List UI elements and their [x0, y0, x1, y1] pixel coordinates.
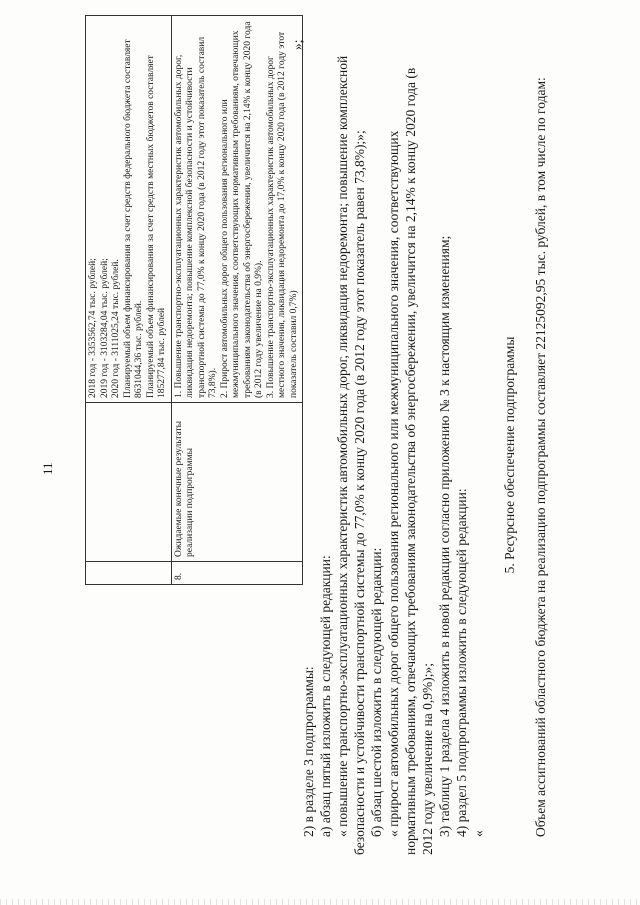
- closing-quote: »;: [290, 39, 305, 50]
- cell-line: 2. Прирост автомобильных дорог общего пользования регионального или межмуниципального значения, соответствующих нормативным требованиям, отвечающих требованиям законодательства об энергосбережении, увеличится на 2,14% к концу 2020 года (в 2012 году увеличение на 0,9%).: [219, 21, 264, 398]
- paragraph: 2) в разделе 3 подпрограммы:: [301, 666, 316, 837]
- cell-line: 3. Повышение транспортно-эксплуатационных характеристик автомобильных дорог местного значения, ликвидация недоремонта до 17,0% к концу 2020 года (в 2012 году этот показатель составил 0,7%): [265, 31, 299, 398]
- cell-line: 1. Повышение транспортно-эксплуатационных характеристик автомобильных дорог, ликвидация недоремонта; повышение комплексной безопасности и устойчивости транспортной системы до 77,0% к концу 2020 года (в 2012 году этот показатель составил 73,8%).: [173, 36, 218, 398]
- scan-edge-dots: [0, 899, 640, 905]
- row-label: [86, 403, 172, 562]
- cell-line: Планируемый объем финансирования за счет средств местных бюджетов составляет 185277,84 тыс. рублей: [145, 55, 167, 398]
- cell-line: Планируемый объем финансирования за счет средств федерального бюджета составляет 8631044,36 тыс. рублей.: [122, 39, 144, 398]
- paragraph: 3) таблицу 1 раздела 4 изложить в новой редакции согласно приложению № 3 к настоящим изменениям;: [437, 235, 452, 837]
- cell-line: 2020 год - 3111025,24 тыс. рублей.: [111, 259, 121, 398]
- body-text: [300, 55, 549, 855]
- paragraph: б) абзац шестой изложить в следующей редакции:: [369, 547, 384, 837]
- paragraph: « повышение транспортно-эксплуатационных характеристик автомобильных дорог, ликвидация недоремонта; повышение комплексной безопасности и устойчивости транспортной системы до 77,0% к концу 2020 года (в 2012 году этот показатель равен 73,8%);»;: [335, 55, 367, 855]
- table-row: [171, 16, 303, 585]
- paragraph: « прирост автомобильных дорог общего пользования регионального или межмуниципального значения, соответствующих нормативным требованиям, отвечающих требованиям законодательства об энергосбережении, увеличится на 2,14% к концу 2020 года (в 2012 году увеличение на 0,9%);»;: [386, 67, 435, 855]
- cell-line: 2018 год - 3353562,74 тыс. рублей;: [88, 258, 98, 398]
- opening-quote: «: [471, 830, 486, 837]
- row-label: Ожидаемые конечные результаты реализации подпрограммы: [171, 403, 303, 562]
- paragraph: 4) раздел 5 подпрограммы изложить в следующей редакции:: [454, 488, 469, 837]
- table-row: [86, 16, 172, 585]
- paragraph: Объем ассигнований областного бюджета на реализацию подпрограммы составляет 22125092,95 тыс. рублей, в том числе по годам:: [533, 77, 548, 837]
- passport-table: [85, 15, 303, 585]
- paragraph: а) абзац пятый изложить в следующей редакции:: [318, 555, 333, 837]
- row-content: [171, 16, 303, 403]
- row-number: [86, 562, 172, 585]
- row-number: 8.: [171, 562, 303, 585]
- page-number: 11: [40, 462, 55, 475]
- row-content: [86, 16, 172, 403]
- section-title: 5. Ресурсное обеспечение подпрограммы: [502, 336, 517, 574]
- cell-line: 2019 год - 3103284,04 тыс. рублей;: [99, 258, 110, 398]
